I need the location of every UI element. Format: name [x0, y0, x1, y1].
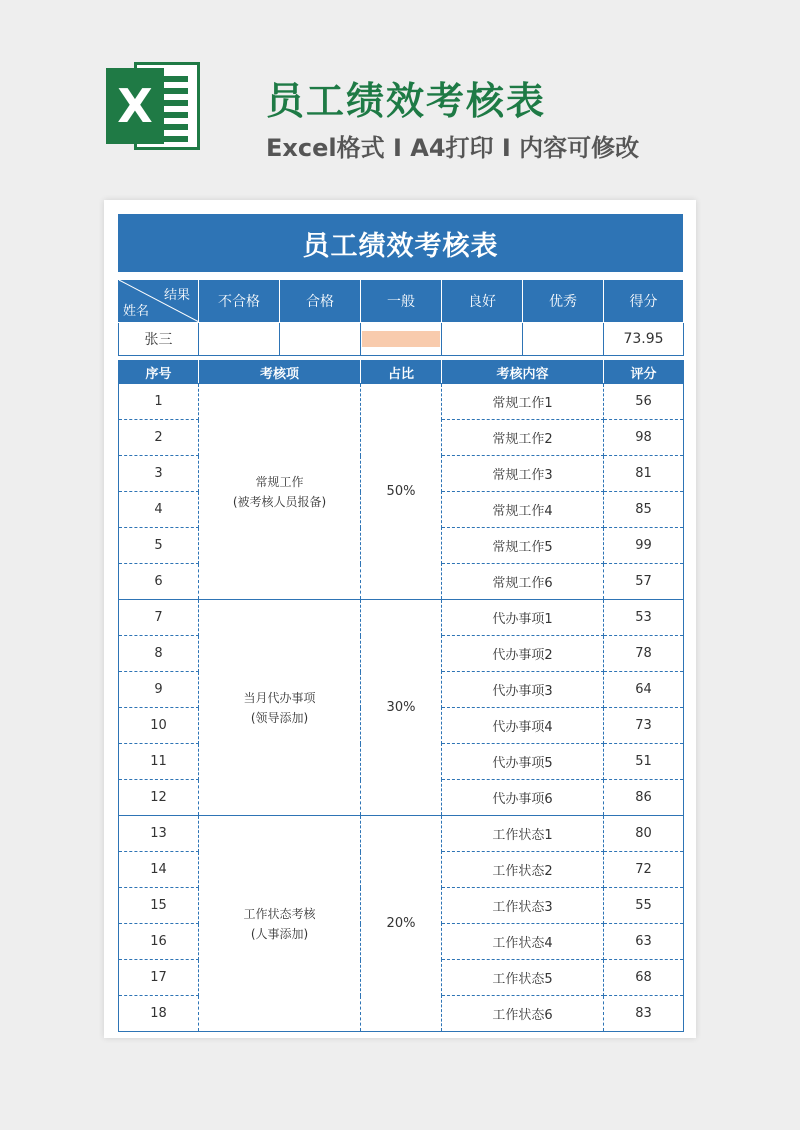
rating-highlight-mark — [362, 331, 440, 347]
row-score[interactable]: 98 — [604, 420, 684, 456]
corner-result-label: 结果 — [163, 288, 190, 303]
row-score[interactable]: 56 — [604, 384, 684, 420]
assessment-item-note: (被考核人员报备) — [232, 494, 327, 509]
assessment-content[interactable]: 代办事项5 — [442, 744, 604, 780]
rating-cell-excellent[interactable] — [523, 323, 604, 356]
row-number[interactable]: 10 — [119, 708, 199, 744]
assessment-item-title: 工作状态考核 — [243, 906, 316, 921]
row-score[interactable]: 51 — [604, 744, 684, 780]
row-score[interactable]: 73 — [604, 708, 684, 744]
weight-ratio[interactable]: 20% — [361, 816, 442, 1032]
col-header-ratio: 占比 — [361, 361, 442, 384]
promo-banner — [0, 0, 800, 190]
diagonal-header-cell — [119, 280, 199, 323]
row-number[interactable]: 2 — [119, 420, 199, 456]
row-number[interactable]: 12 — [119, 780, 199, 816]
assessment-content[interactable]: 工作状态6 — [442, 996, 604, 1032]
assessment-content[interactable]: 常规工作3 — [442, 456, 604, 492]
employee-name[interactable]: 张三 — [119, 323, 199, 356]
assessment-item-note: (领导添加) — [250, 710, 309, 725]
row-number[interactable]: 14 — [119, 852, 199, 888]
assessment-item-note: (人事添加) — [250, 926, 309, 941]
assessment-item-cell[interactable] — [199, 600, 361, 816]
weight-ratio[interactable]: 50% — [361, 384, 442, 600]
row-score[interactable]: 72 — [604, 852, 684, 888]
row-number[interactable]: 11 — [119, 744, 199, 780]
row-number[interactable]: 9 — [119, 672, 199, 708]
col-header-item: 考核项 — [199, 361, 361, 384]
row-number[interactable]: 15 — [119, 888, 199, 924]
rating-header-fail: 不合格 — [199, 280, 280, 323]
assessment-content[interactable]: 工作状态5 — [442, 960, 604, 996]
banner-title: 员工绩效考核表 — [266, 79, 547, 123]
row-score[interactable]: 55 — [604, 888, 684, 924]
rating-header-pass: 合格 — [280, 280, 361, 323]
table-row — [119, 600, 684, 636]
row-score[interactable]: 83 — [604, 996, 684, 1032]
row-number[interactable]: 7 — [119, 600, 199, 636]
assessment-item-title: 当月代办事项 — [243, 690, 316, 705]
col-header-content: 考核内容 — [442, 361, 604, 384]
assessment-content[interactable]: 常规工作4 — [442, 492, 604, 528]
assessment-content[interactable]: 工作状态2 — [442, 852, 604, 888]
row-score[interactable]: 99 — [604, 528, 684, 564]
assessment-content[interactable]: 常规工作1 — [442, 384, 604, 420]
col-header-number: 序号 — [119, 361, 199, 384]
row-number[interactable]: 18 — [119, 996, 199, 1032]
row-score[interactable]: 64 — [604, 672, 684, 708]
row-number[interactable]: 6 — [119, 564, 199, 600]
table-row — [119, 384, 684, 420]
row-number[interactable]: 16 — [119, 924, 199, 960]
rating-cell-good[interactable] — [442, 323, 523, 356]
row-score[interactable]: 63 — [604, 924, 684, 960]
assessment-content[interactable]: 工作状态4 — [442, 924, 604, 960]
row-number[interactable]: 4 — [119, 492, 199, 528]
corner-name-label: 姓名 — [123, 304, 150, 319]
assessment-content[interactable]: 常规工作6 — [442, 564, 604, 600]
rating-cell-fail[interactable] — [199, 323, 280, 356]
assessment-item-title: 常规工作 — [255, 474, 304, 489]
rating-cell-average-selected[interactable] — [361, 323, 442, 356]
assessment-content[interactable]: 代办事项1 — [442, 600, 604, 636]
sheet-title: 员工绩效考核表 — [118, 214, 683, 272]
rating-header-good: 良好 — [442, 280, 523, 323]
banner-subtitle: Excel格式 Ⅰ A4打印 Ⅰ 内容可修改 — [266, 134, 640, 162]
assessment-content[interactable]: 工作状态3 — [442, 888, 604, 924]
assessment-content[interactable]: 工作状态1 — [442, 816, 604, 852]
assessment-content[interactable]: 常规工作2 — [442, 420, 604, 456]
assessment-table — [118, 360, 684, 1032]
row-score[interactable]: 85 — [604, 492, 684, 528]
total-score[interactable]: 73.95 — [604, 323, 684, 356]
row-number[interactable]: 3 — [119, 456, 199, 492]
assessment-item-cell[interactable] — [199, 816, 361, 1032]
row-number[interactable]: 1 — [119, 384, 199, 420]
row-score[interactable]: 78 — [604, 636, 684, 672]
row-score[interactable]: 68 — [604, 960, 684, 996]
table-row — [119, 816, 684, 852]
rating-header-average: 一般 — [361, 280, 442, 323]
row-number[interactable]: 13 — [119, 816, 199, 852]
row-score[interactable]: 80 — [604, 816, 684, 852]
row-score[interactable]: 81 — [604, 456, 684, 492]
result-table — [118, 279, 684, 356]
assessment-content[interactable]: 代办事项3 — [442, 672, 604, 708]
row-number[interactable]: 5 — [119, 528, 199, 564]
col-header-score: 评分 — [604, 361, 684, 384]
row-score[interactable]: 86 — [604, 780, 684, 816]
assessment-content[interactable]: 代办事项2 — [442, 636, 604, 672]
assessment-content[interactable]: 代办事项6 — [442, 780, 604, 816]
assessment-content[interactable]: 常规工作5 — [442, 528, 604, 564]
assessment-item-cell[interactable] — [199, 384, 361, 600]
weight-ratio[interactable]: 30% — [361, 600, 442, 816]
row-score[interactable]: 57 — [604, 564, 684, 600]
excel-logo-icon: X — [104, 56, 204, 156]
row-number[interactable]: 8 — [119, 636, 199, 672]
row-number[interactable]: 17 — [119, 960, 199, 996]
rating-cell-pass[interactable] — [280, 323, 361, 356]
row-score[interactable]: 53 — [604, 600, 684, 636]
score-header: 得分 — [604, 280, 684, 323]
assessment-content[interactable]: 代办事项4 — [442, 708, 604, 744]
rating-header-excellent: 优秀 — [523, 280, 604, 323]
